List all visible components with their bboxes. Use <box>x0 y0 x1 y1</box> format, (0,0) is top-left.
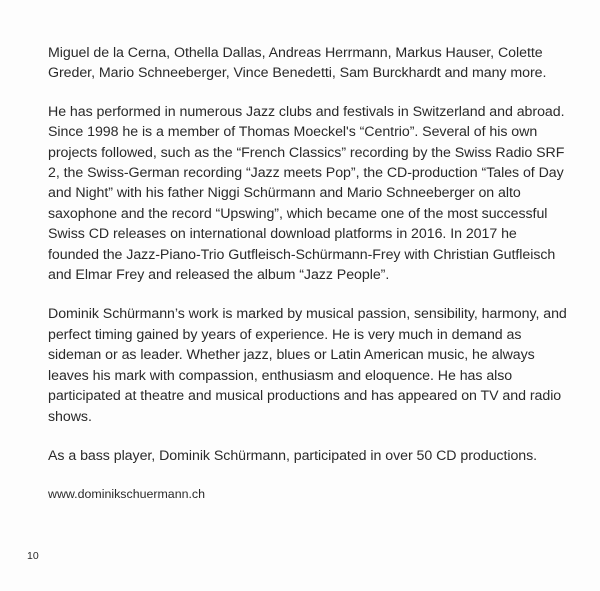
paragraph-productions: As a bass player, Dominik Schürmann, participated in over 50 CD productions. <box>48 447 538 464</box>
paragraph-collaborators: Miguel de la Cerna, Othella Dallas, Andreas Herrmann, Markus Hauser, Colette Greder, Mario Schneeberger, Vince Benedetti, Sam Burckhardt and many more. <box>48 45 547 82</box>
page-number: 10 <box>27 550 39 562</box>
page-content <box>48 43 568 502</box>
paragraph-style: Dominik Schürmann’s work is marked by musical passion, sensibility, harmony, and perfect timing gained by years of experience. He is very much in demand as sideman or as leader. Whether jazz, blues or Latin American music, he always leaves his mark with compassion, enthusiasm and eloquence. He has also participated at theatre and musical productions and has appeared on TV and radio shows. <box>48 306 567 425</box>
paragraph-career: He has performed in numerous Jazz clubs and festivals in Switzerland and abroad. Since 1998 he is a member of Thomas Moeckel's “Centrio”. Several of his own projects followed, such as the “French Classics” recording by the Swiss Radio SRF 2, the Swiss-German recording “Jazz meets Pop”, the CD-production “Tales of Day and Night” with his father Niggi Schürmann and Mario Schneeberger on alto saxophone and the record “Upswing”, which became one of the most successful Swiss CD releases on international download platforms in 2016. In 2017 he founded the Jazz-Piano-Trio Gutfleisch-Schürmann-Frey with Christian Gutfleisch and Elmar Frey and released the album “Jazz People”. <box>48 103 565 284</box>
website-link[interactable]: www.dominikschuermann.ch <box>48 487 206 502</box>
